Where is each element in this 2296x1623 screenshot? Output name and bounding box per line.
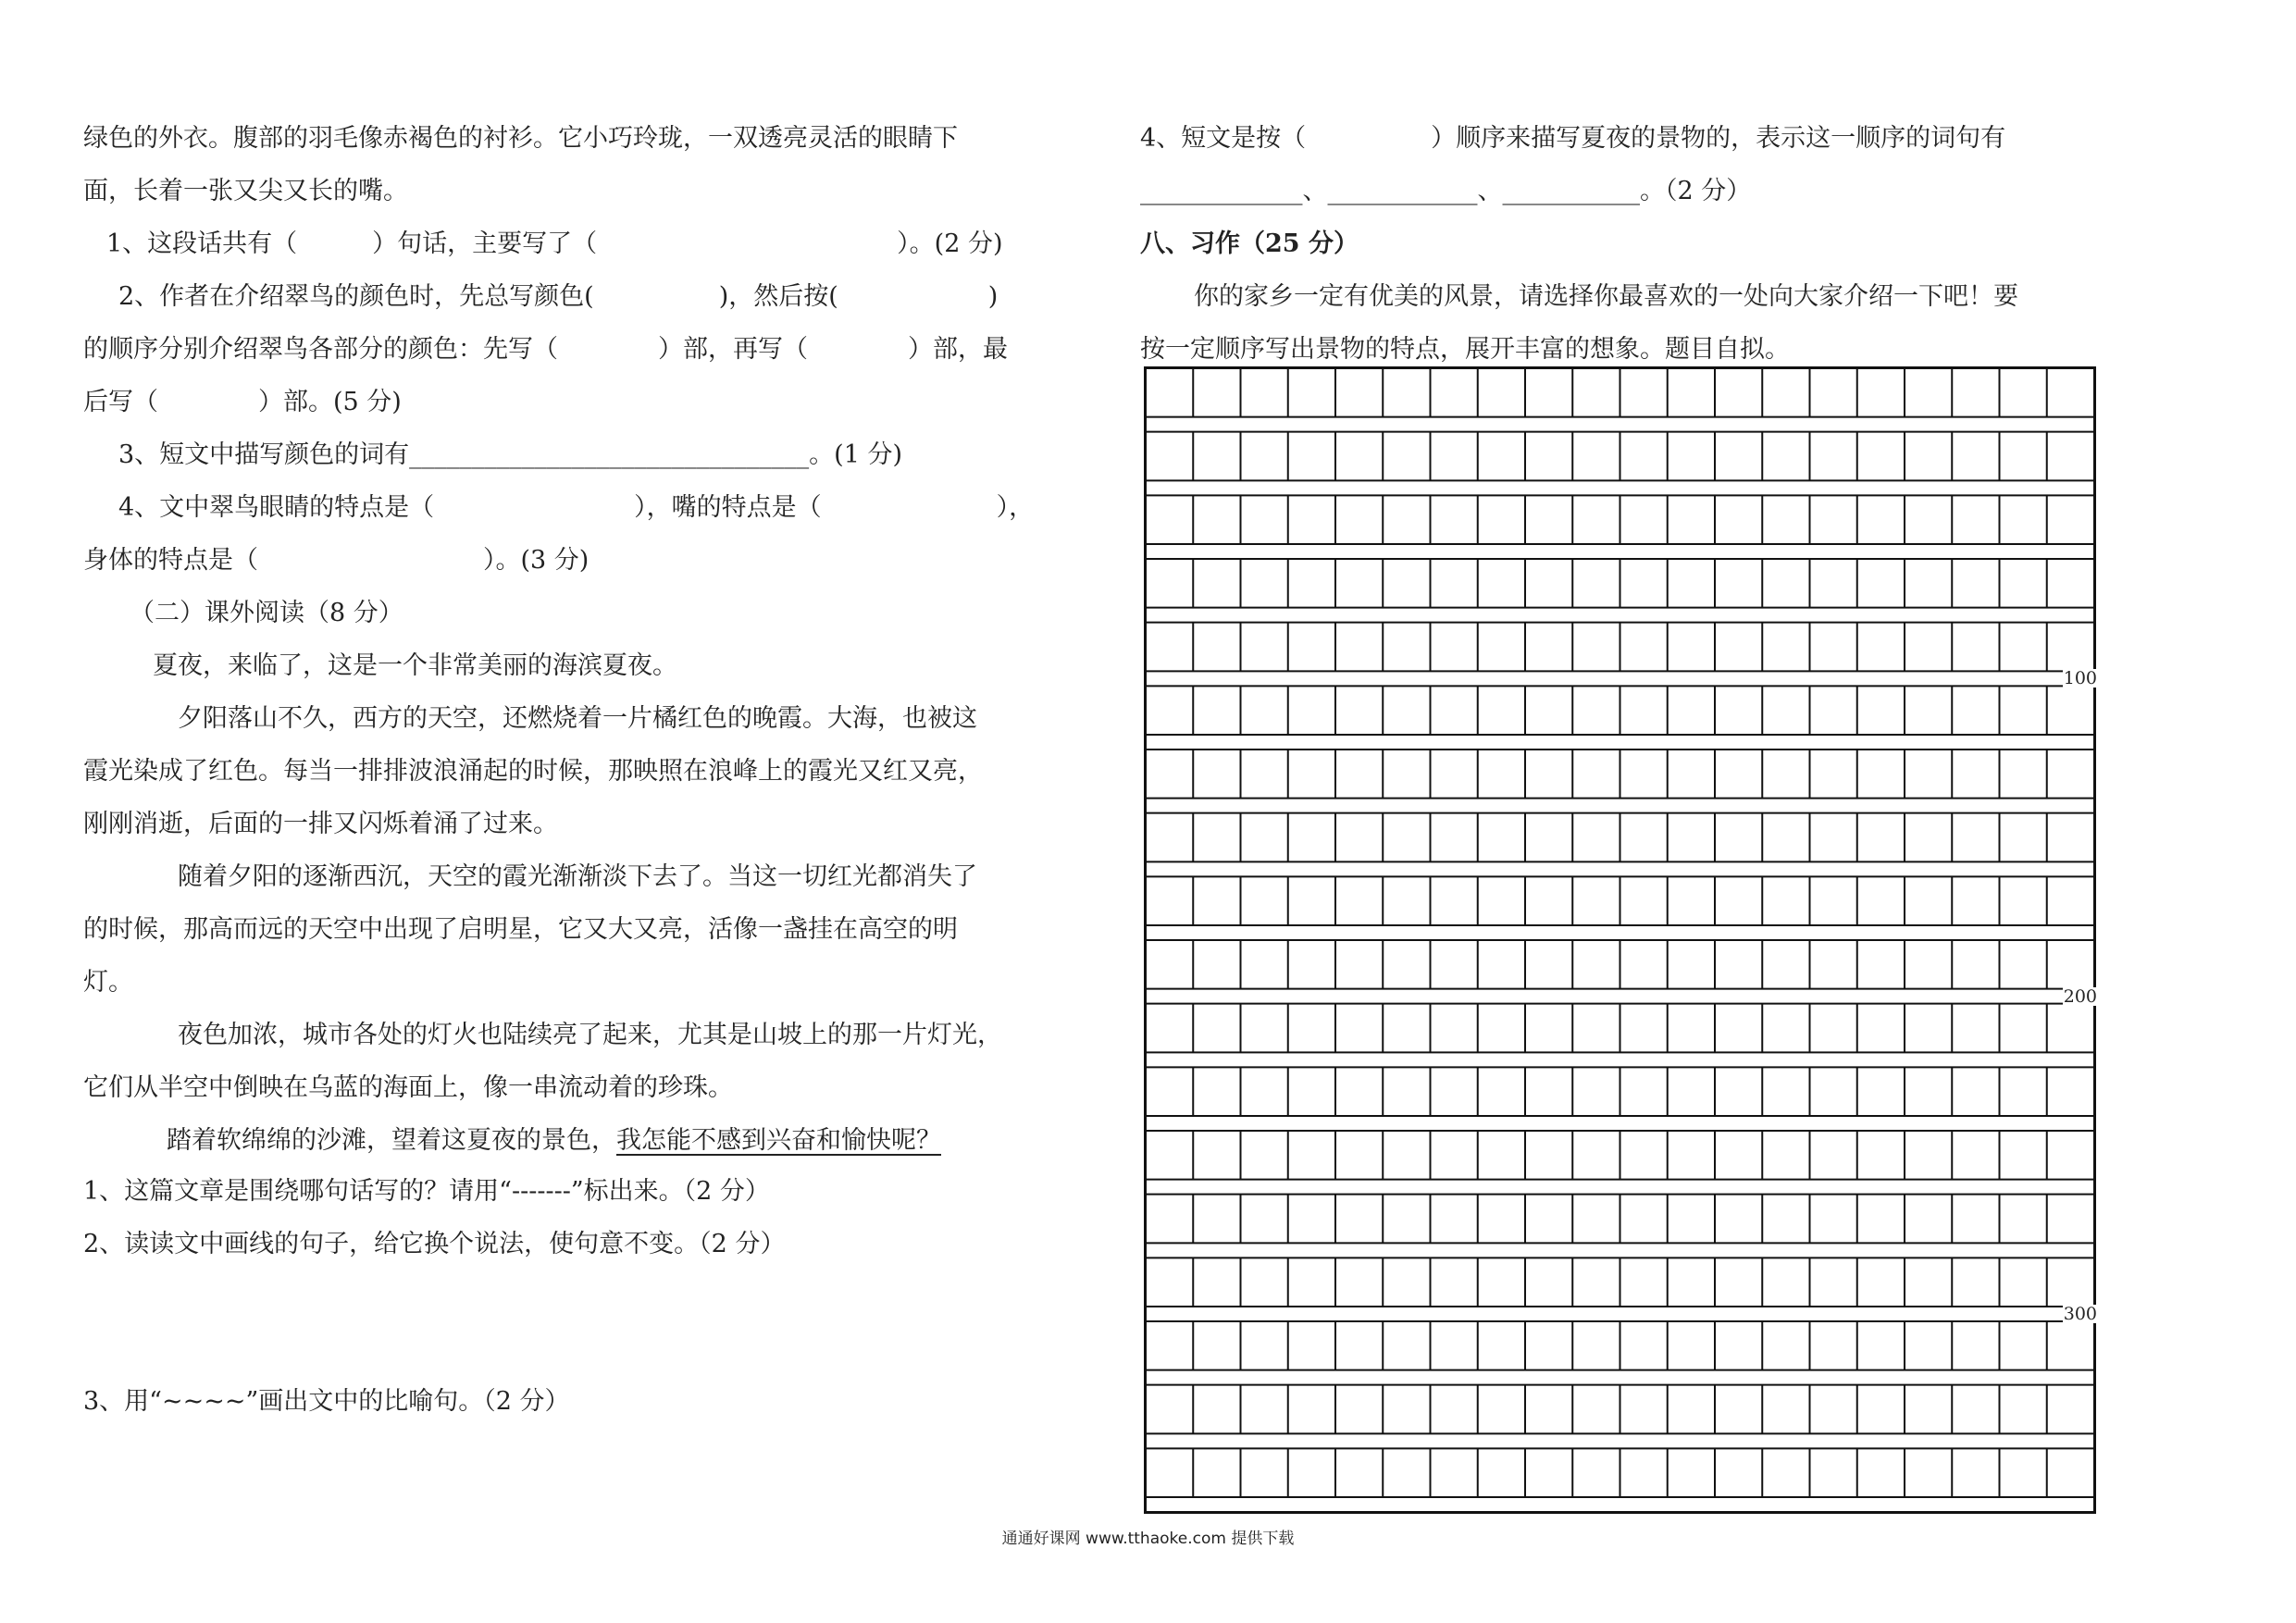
grid-row [1146,750,2094,799]
reading-question-3: 3、用“~~~~”画出文中的比喻句。（2 分） [83,1387,570,1416]
passage-line: 刚刚消逝，后面的一排又闪烁着涌了过来。 [83,810,558,838]
passage-line: 霞光染成了红色。每当一排排波浪涌起的时候，那映照在浪峰上的霞光又红又亮， [83,757,983,786]
grid-row [1146,876,2094,925]
reading-question-2: 2、读读文中画线的句子，给它换个说法，使句意不变。（2 分） [83,1230,786,1258]
question-2-line: 后写（ ）部。(5 分) [83,388,402,416]
question-4-line: 4、文中翠鸟眼睛的特点是（ ），嘴的特点是（ ）， [118,493,1035,522]
grid-row [1146,1258,2094,1307]
footer: 通通好课网 www.tthaoke.com 提供下载 [1001,1530,1295,1548]
writing-prompt-line: 你的家乡一定有优美的风景，请选择你最喜欢的一处向大家介绍一下吧！要 [1194,282,2018,311]
reading-question-1: 1、这篇文章是围绕哪句话写的？请用“-------”标出来。（2 分） [83,1177,770,1206]
grid-row [1146,1004,2094,1053]
question-4-line: 身体的特点是（ ）。(3 分) [83,546,590,575]
writing-grid-lines [1144,366,2096,1514]
grid-row [1146,623,2094,672]
question-4-blanks: _____________、____________、___________。（2 分） [1140,177,1752,205]
grid-row [1146,940,2094,989]
passage-title: 夏夜，来临了，这是一个非常美丽的海滨夏夜。 [153,651,677,680]
passage-line [167,1122,941,1159]
grid-row [1146,368,2094,417]
question-4-line: 4、短文是按（ ）顺序来描写夏夜的景物的，表示这一顺序的词句有 [1140,124,2006,153]
section-title: （二）课外阅读（8 分） [130,599,403,627]
underlined-sentence: 我怎能不感到兴奋和愉快呢？ [616,1126,941,1155]
question-1: 1、这段话共有（ ）句话，主要写了（ ）。(2 分) [106,229,1003,258]
passage-line: 夜色加浓，城市各处的灯火也陆续亮了起来，尤其是山坡上的那一片灯光， [178,1021,1002,1049]
grid-row [1146,1385,2094,1434]
passage-line: 它们从半空中倒映在乌蓝的海面上，像一串流动着的珍珠。 [83,1073,733,1102]
intro-line: 绿色的外衣。腹部的羽毛像赤褐色的衬衫。它小巧玲珑，一双透亮灵活的眼睛下 [83,124,958,153]
question-2-line: 的顺序分别介绍翠鸟各部分的颜色：先写（ ）部，再写（ ）部，最 [83,335,1008,364]
word-count-label: 200 [2063,985,2097,1007]
grid-row [1146,432,2094,481]
passage-line: 夕阳落山不久，西方的天空，还燃烧着一片橘红色的晚霞。大海，也被这 [178,704,977,733]
grid-row [1146,1448,2094,1497]
grid-row [1146,813,2094,862]
grid-row [1146,1067,2094,1116]
passage-text: 踏着软绵绵的沙滩，望着这夏夜的景色， [167,1126,616,1155]
passage-line: 灯。 [83,968,133,997]
passage-line: 的时候，那高而远的天空中出现了启明星，它又大又亮，活像一盏挂在高空的明 [83,915,958,944]
intro-line: 面，长着一张又尖又长的嘴。 [83,177,408,205]
section-title: 八、习作（25 分） [1140,229,1359,258]
grid-row [1146,1321,2094,1370]
word-count-label: 100 [2063,668,2097,689]
grid-row [1146,1131,2094,1180]
question-3: 3、短文中描写颜色的词有________________________________。(1 分) [118,440,903,469]
writing-grid[interactable] [1144,366,2096,1514]
writing-prompt-line: 按一定顺序写出景物的特点，展开丰富的想象。题目自拟。 [1140,335,1790,364]
grid-row [1146,495,2094,544]
word-count-label: 300 [2063,1304,2097,1324]
question-2-line: 2、作者在介绍翠鸟的颜色时，先总写颜色( )，然后按( ) [118,282,999,311]
grid-row [1146,1195,2094,1244]
grid-row [1146,686,2094,735]
passage-line: 随着夕阳的逐渐西沉，天空的霞光渐渐淡下去了。当这一切红光都消失了 [178,862,977,891]
grid-row [1146,559,2094,608]
